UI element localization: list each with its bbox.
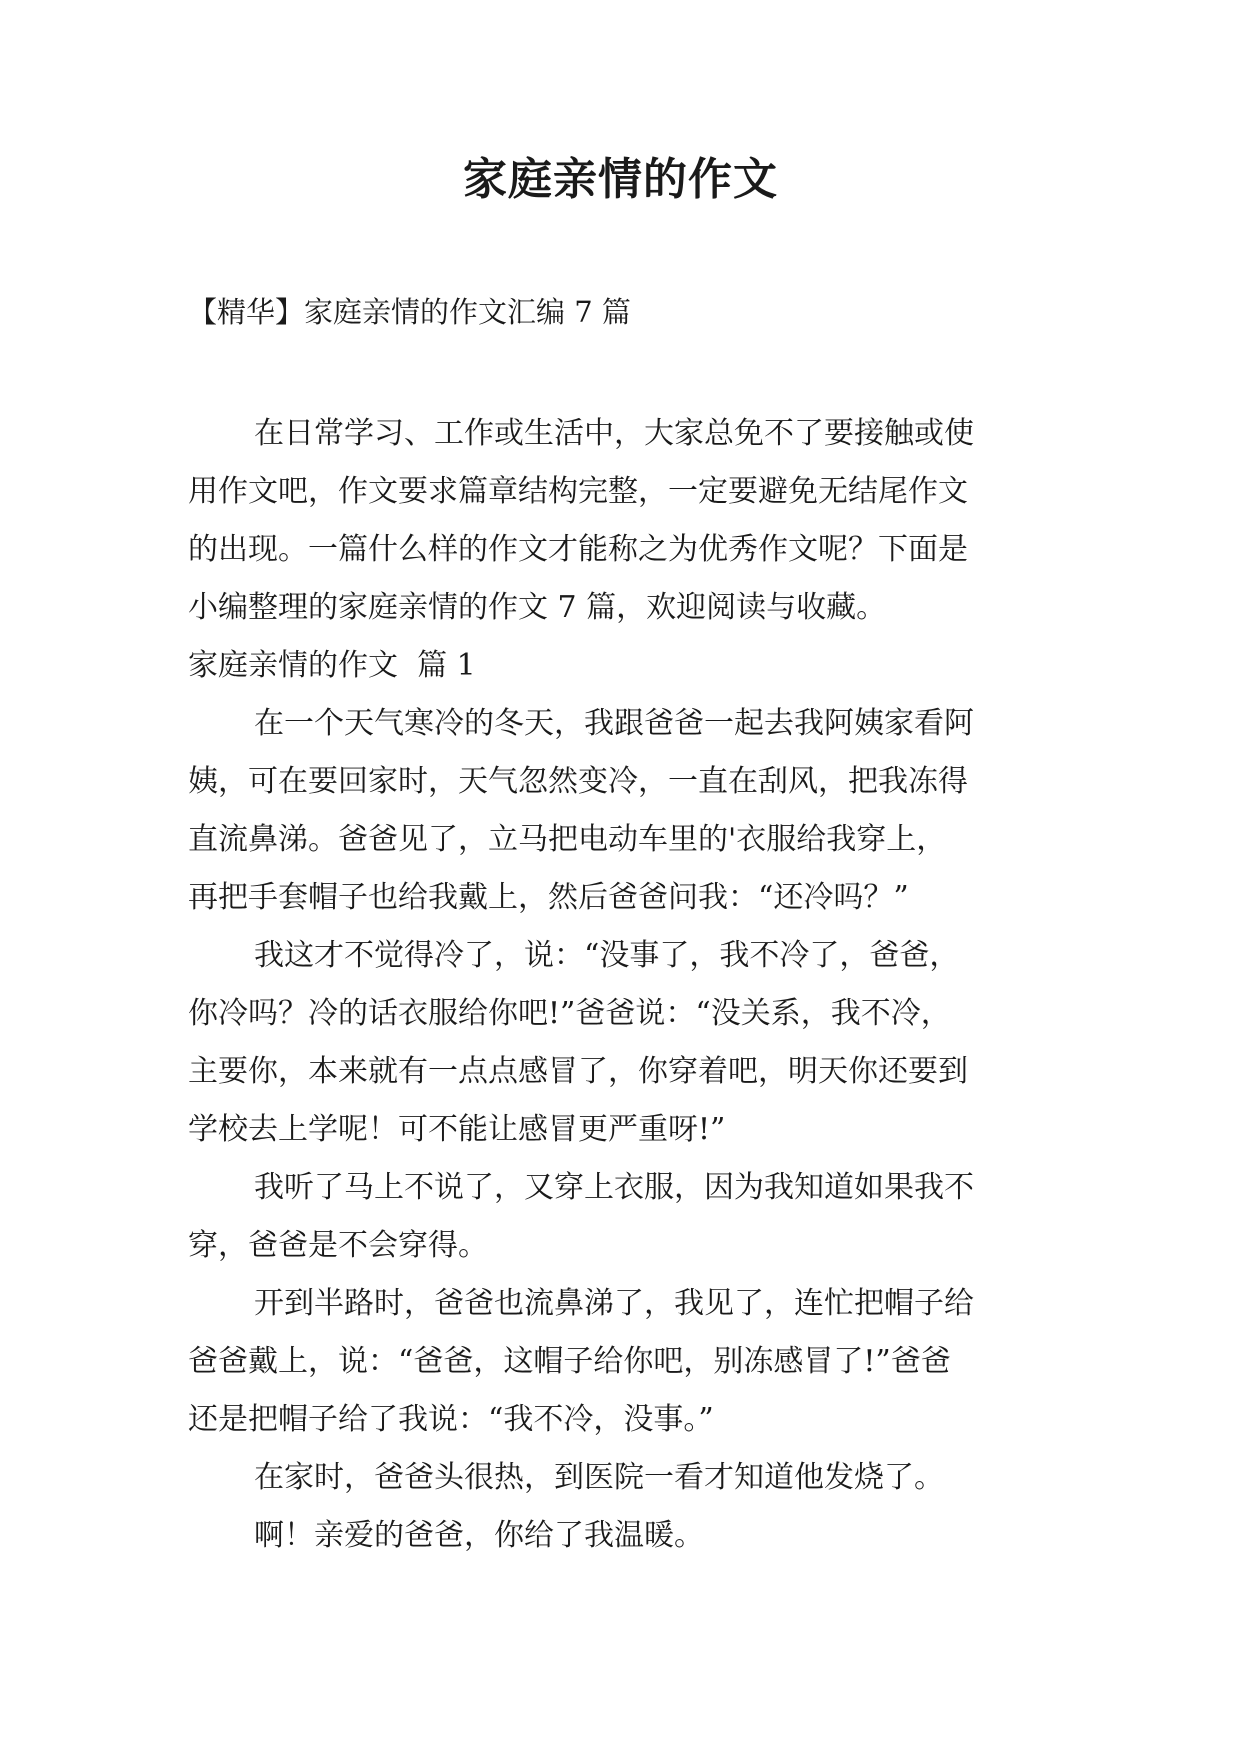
essay-line: 再把手套帽子也给我戴上，然后爸爸问我：“还冷吗？” (188, 880, 909, 915)
essay-line: 主要你，本来就有一点点感冒了，你穿着吧，明天你还要到 (188, 1054, 968, 1089)
document-subtitle: 【精华】家庭亲情的作文汇编 7 篇 (188, 295, 631, 329)
intro-line: 在日常学习、工作或生活中，大家总免不了要接触或使 (254, 416, 974, 451)
intro-line: 的出现。一篇什么样的作文才能称之为优秀作文呢？下面是 (188, 532, 968, 567)
essay-line: 在一个天气寒冷的冬天，我跟爸爸一起去我阿姨家看阿 (254, 706, 974, 741)
intro-line: 用作文吧，作文要求篇章结构完整，一定要避免无结尾作文 (188, 474, 968, 509)
essay-line: 啊！亲爱的爸爸，你给了我温暖。 (254, 1518, 704, 1553)
essay-line: 我这才不觉得冷了，说：“没事了，我不冷了，爸爸， (254, 938, 960, 973)
page-title: 家庭亲情的作文 (463, 154, 778, 205)
essay-line: 穿，爸爸是不会穿得。 (188, 1228, 488, 1263)
essay-line: 直流鼻涕。爸爸见了，立马把电动车里的'衣服给我穿上， (188, 822, 947, 857)
essay-line: 姨，可在要回家时，天气忽然变冷，一直在刮风，把我冻得 (188, 764, 968, 799)
essay-line: 学校去上学呢！可不能让感冒更严重呀!” (188, 1112, 726, 1147)
section-heading: 家庭亲情的作文 篇 1 (188, 648, 476, 683)
intro-line: 小编整理的家庭亲情的作文 7 篇，欢迎阅读与收藏。 (188, 590, 887, 625)
essay-line: 我听了马上不说了，又穿上衣服，因为我知道如果我不 (254, 1170, 974, 1205)
essay-line: 还是把帽子给了我说：“我不冷，没事。” (188, 1402, 714, 1437)
essay-line: 爸爸戴上，说：“爸爸，这帽子给你吧，别冻感冒了!”爸爸 (188, 1344, 951, 1379)
essay-line: 开到半路时，爸爸也流鼻涕了，我见了，连忙把帽子给 (254, 1286, 974, 1321)
essay-line: 你冷吗？冷的话衣服给你吧!”爸爸说：“没关系，我不冷， (188, 996, 951, 1031)
document-body (188, 405, 1068, 1565)
essay-line: 在家时，爸爸头很热，到医院一看才知道他发烧了。 (254, 1460, 944, 1495)
